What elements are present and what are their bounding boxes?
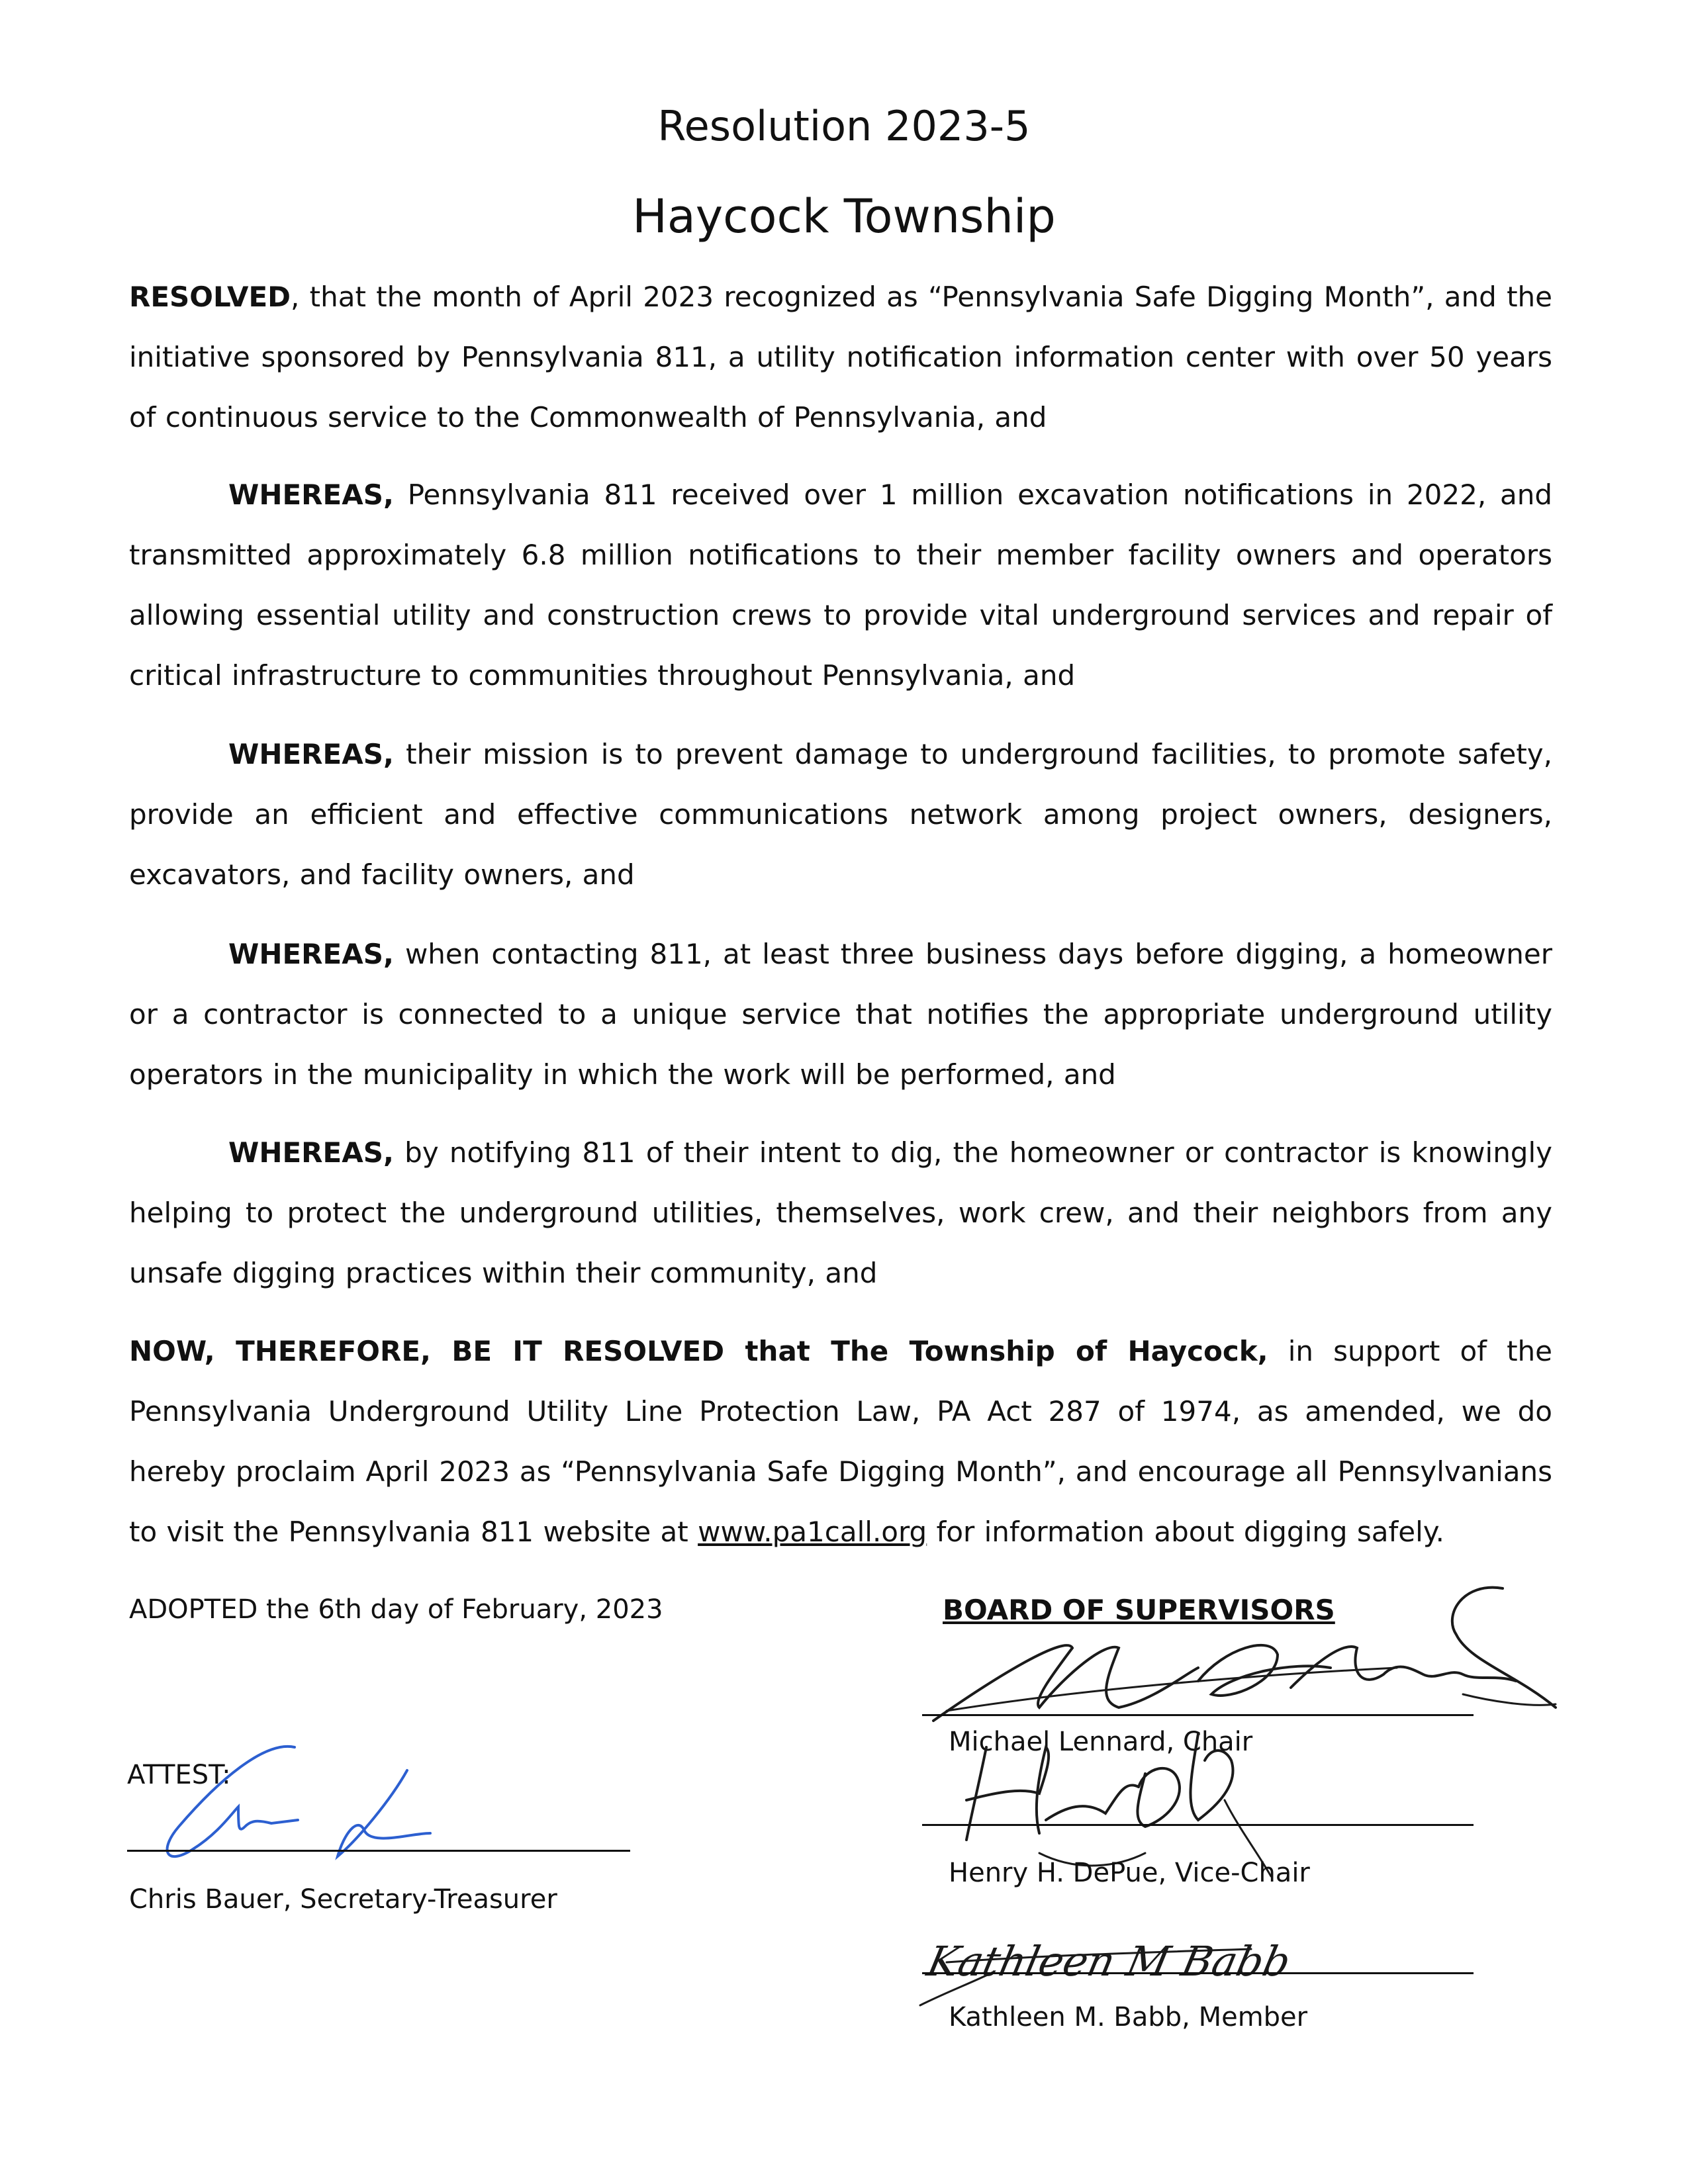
whereas-lead-1: WHEREAS, xyxy=(228,478,394,511)
whereas-text-3: when contacting 811, at least three business days before digging, a homeowner or a contractor is connected to a unique service that notifies the appropriate underground utility operators in the municipality in which the work will be performed, and xyxy=(129,938,1552,1091)
resolution-number: Resolution 2023-5 xyxy=(657,102,1031,150)
attest-signature-line xyxy=(127,1850,630,1852)
whereas-text-4: by notifying 811 of their intent to dig, the homeowner or contractor is knowingly helping to protect the underground utilities, themselves, work crew, and their neighbors from any unsafe digging practices within their community, and xyxy=(129,1136,1552,1289)
member-signature xyxy=(907,1906,1383,2012)
member-name: Kathleen M. Babb, Member xyxy=(949,2002,1308,2032)
pa1call-link[interactable]: www.pa1call.org xyxy=(698,1516,927,1548)
chair-signature-line xyxy=(922,1714,1474,1716)
resolved-lead: RESOLVED xyxy=(129,281,291,313)
whereas-text-2: their mission is to prevent damage to underground facilities, to promote safety, provide an efficient and effective communications network among project owners, designers, excavators, and facility owners, and xyxy=(129,738,1552,891)
resolved-text: , that the month of April 2023 recognized as “Pennsylvania Safe Digging Month”, and the initiative sponsored by Pennsylvania 811, a utility notification information center with over 50 years of continuous service to the Commonwealth of Pennsylvania, and xyxy=(129,281,1552,433)
chair-name: Michael Lennard, Chair xyxy=(949,1727,1253,1757)
whereas-text-1: Pennsylvania 811 received over 1 million excavation notifications in 2022, and transmitted approximately 6.8 million notifications to their member facility owners and operators allowing essential utility and construction crews to provide vital underground services and repair of critical infrastructure to communities throughout Pennsylvania, and xyxy=(129,478,1552,692)
now-therefore-lead: NOW, THEREFORE, BE IT RESOLVED that The Township of Haycock, xyxy=(129,1335,1268,1367)
member-handwritten-signature: Kathleen M Babb xyxy=(923,1937,1295,1985)
resolved-paragraph xyxy=(129,267,1552,447)
vice-chair-signature-line xyxy=(922,1824,1474,1826)
whereas-lead-2: WHEREAS, xyxy=(228,738,394,770)
whereas-paragraph-3 xyxy=(129,924,1552,1105)
whereas-paragraph-2 xyxy=(129,724,1552,905)
vice-chair-signature xyxy=(947,1721,1317,1880)
whereas-paragraph-4 xyxy=(129,1122,1552,1303)
attest-label: ATTEST: xyxy=(127,1760,231,1790)
vice-chair-name: Henry H. DePue, Vice-Chair xyxy=(949,1858,1310,1888)
secretary-name: Chris Bauer, Secretary-Treasurer xyxy=(129,1884,557,1915)
whereas-lead-3: WHEREAS, xyxy=(228,938,394,970)
whereas-lead-4: WHEREAS, xyxy=(228,1136,394,1169)
now-therefore-text: in support of the Pennsylvania Underground Utility Line Protection Law, PA Act 287 of 1974, as amended, we do hereby proclaim April 2023 as “Pennsylvania Safe Digging Month”, and encourage all Pennsylvanians to visit the Pennsylvania 811 website at xyxy=(129,1335,1552,1548)
chair-signature xyxy=(920,1575,1569,1734)
member-signature-line xyxy=(922,1972,1474,1974)
secretary-signature xyxy=(146,1734,437,1866)
township-title: Haycock Township xyxy=(632,189,1056,244)
board-of-supervisors-heading: BOARD OF SUPERVISORS xyxy=(943,1594,1335,1626)
adopted-date: ADOPTED the 6th day of February, 2023 xyxy=(129,1594,663,1625)
whereas-paragraph-1 xyxy=(129,465,1552,705)
now-therefore-tail: for information about digging safely. xyxy=(927,1516,1445,1548)
now-therefore-paragraph xyxy=(129,1321,1552,1562)
